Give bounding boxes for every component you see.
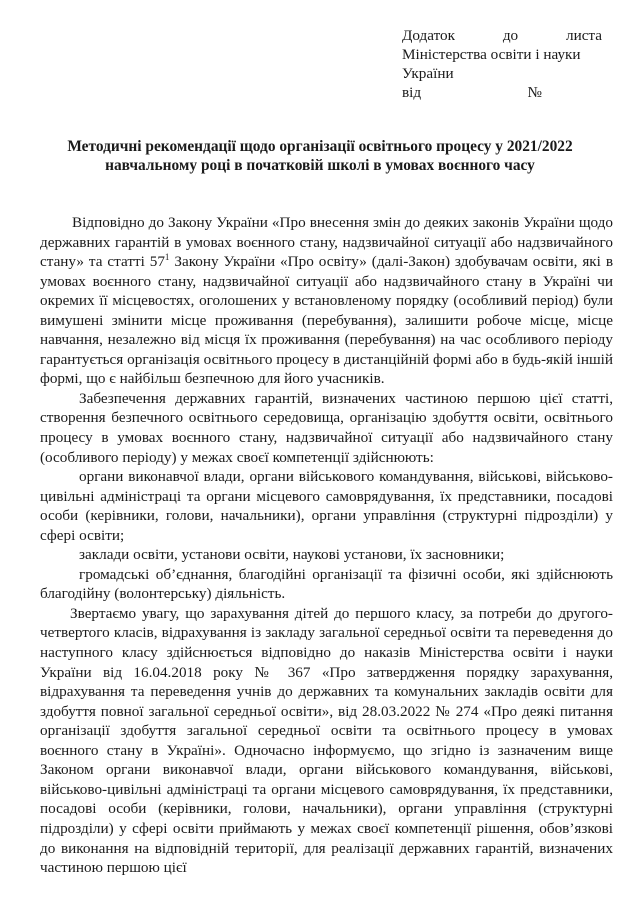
paragraph-5: громадські об’єднання, благодійні організації та фізичні особи, які здійснюють благодійну (волонтерську) діяльність. [40,565,613,603]
paragraph-3: органи виконавчої влади, органи військового командування, військові, військово-цивільні адміністраці та органи місцевого самоврядування, їх представники, посадові особи (керівники, голови, начальники), органи управління (структурні підрозділи) у сфері освіти; [40,468,613,544]
addendum-line-4 [402,83,542,102]
addendum-header [402,26,602,102]
document-title: Методичні рекомендації щодо організації освітнього процесу у 2021/2022 навчальному році в початковій школі в умовах воєнного часу [67,138,573,174]
addendum-line-1 [402,26,602,45]
addendum-word-dodatok: Додаток [402,27,455,44]
paragraph-6: Звертаємо увагу, що зарахування дітей до першого класу, за потреби до другого-четвертого класів, відрахування із закладу загальної середньої освіти та переведення до наступного класу здійснюється відповідно до наказів Міністерства освіти і науки України від 16.04.2018 року № 367 «Про затвердження порядку зарахування, відрахування та переведення учнів до державних та комунальних закладів освіти для здобуття повної загальної середньої освіти», від 28.03.2022 № 274 «Про деякі питання організації здобуття загальної середньої освіти та освітнього процесу в умовах воєнного стану в Україні». Одночасно інформуємо, що згідно із зазначеним вище Законом органи виконавчої влади, органи військового командування, військові, військово-цивільні адміністраці та органи місцевого самоврядування, їх представники, посадові особи (керівники, голови, начальники), органи управління (структурні підрозділи) у сфері освіти приймають у межах своєї компетенції рішення, обов’язкові до виконання на відповідній території, для реалізації державних гарантій, визначених частиною першою цієї [40,604,613,877]
addendum-word-do: до [502,27,519,44]
paragraph-1-part-b: Закону України «Про освіту» (далі-Закон) здобувачам освіти, які в умовах воєнного стану, надзвичайної ситуації або надзвичайного стану в Україні чи окремих її місцевостях, оголошених у встановленому порядку (особливий період) були вимушені змінити місце проживання (перебування), залишити робоче місце, місце навчання, незалежно від місця їх проживання (перебування) на час особливого періоду гарантується організація освітнього процесу в дистанційній формі або в будь-якій іншій формі, що є найбільш безпечною для його учасників. [40,253,613,388]
article-superscript: 1 [164,252,170,263]
addendum-word-lysta: листа [565,27,602,44]
addendum-number-label: № [527,84,542,101]
addendum-line-2: Міністерства освіти і науки [402,46,581,63]
addendum-line-3: України [402,65,454,82]
paragraph-1-part-a: Відповідно до Закону України «Про внесення змін до деяких законів України щодо державних гарантій в умовах воєнного стану, надзвичайної ситуації або надзвичайного стану» та статті 57 [40,214,613,271]
paragraph-2: Забезпечення державних гарантій, визначених частиною першою цієї статті, створення безпечного освітнього середовища, організацію здобуття освіти, освітнього процесу в умовах воєнного стану, надзвичайної ситуації або надзвичайного стану (особливого періоду) у межах своєї компетенції здійснюють: [40,389,613,466]
document-body [40,213,613,878]
paragraph-4: заклади освіти, установи освіти, наукові установи, їх засновники; [79,546,505,564]
paragraph-1 [40,213,613,389]
addendum-date-label: від [402,84,422,101]
